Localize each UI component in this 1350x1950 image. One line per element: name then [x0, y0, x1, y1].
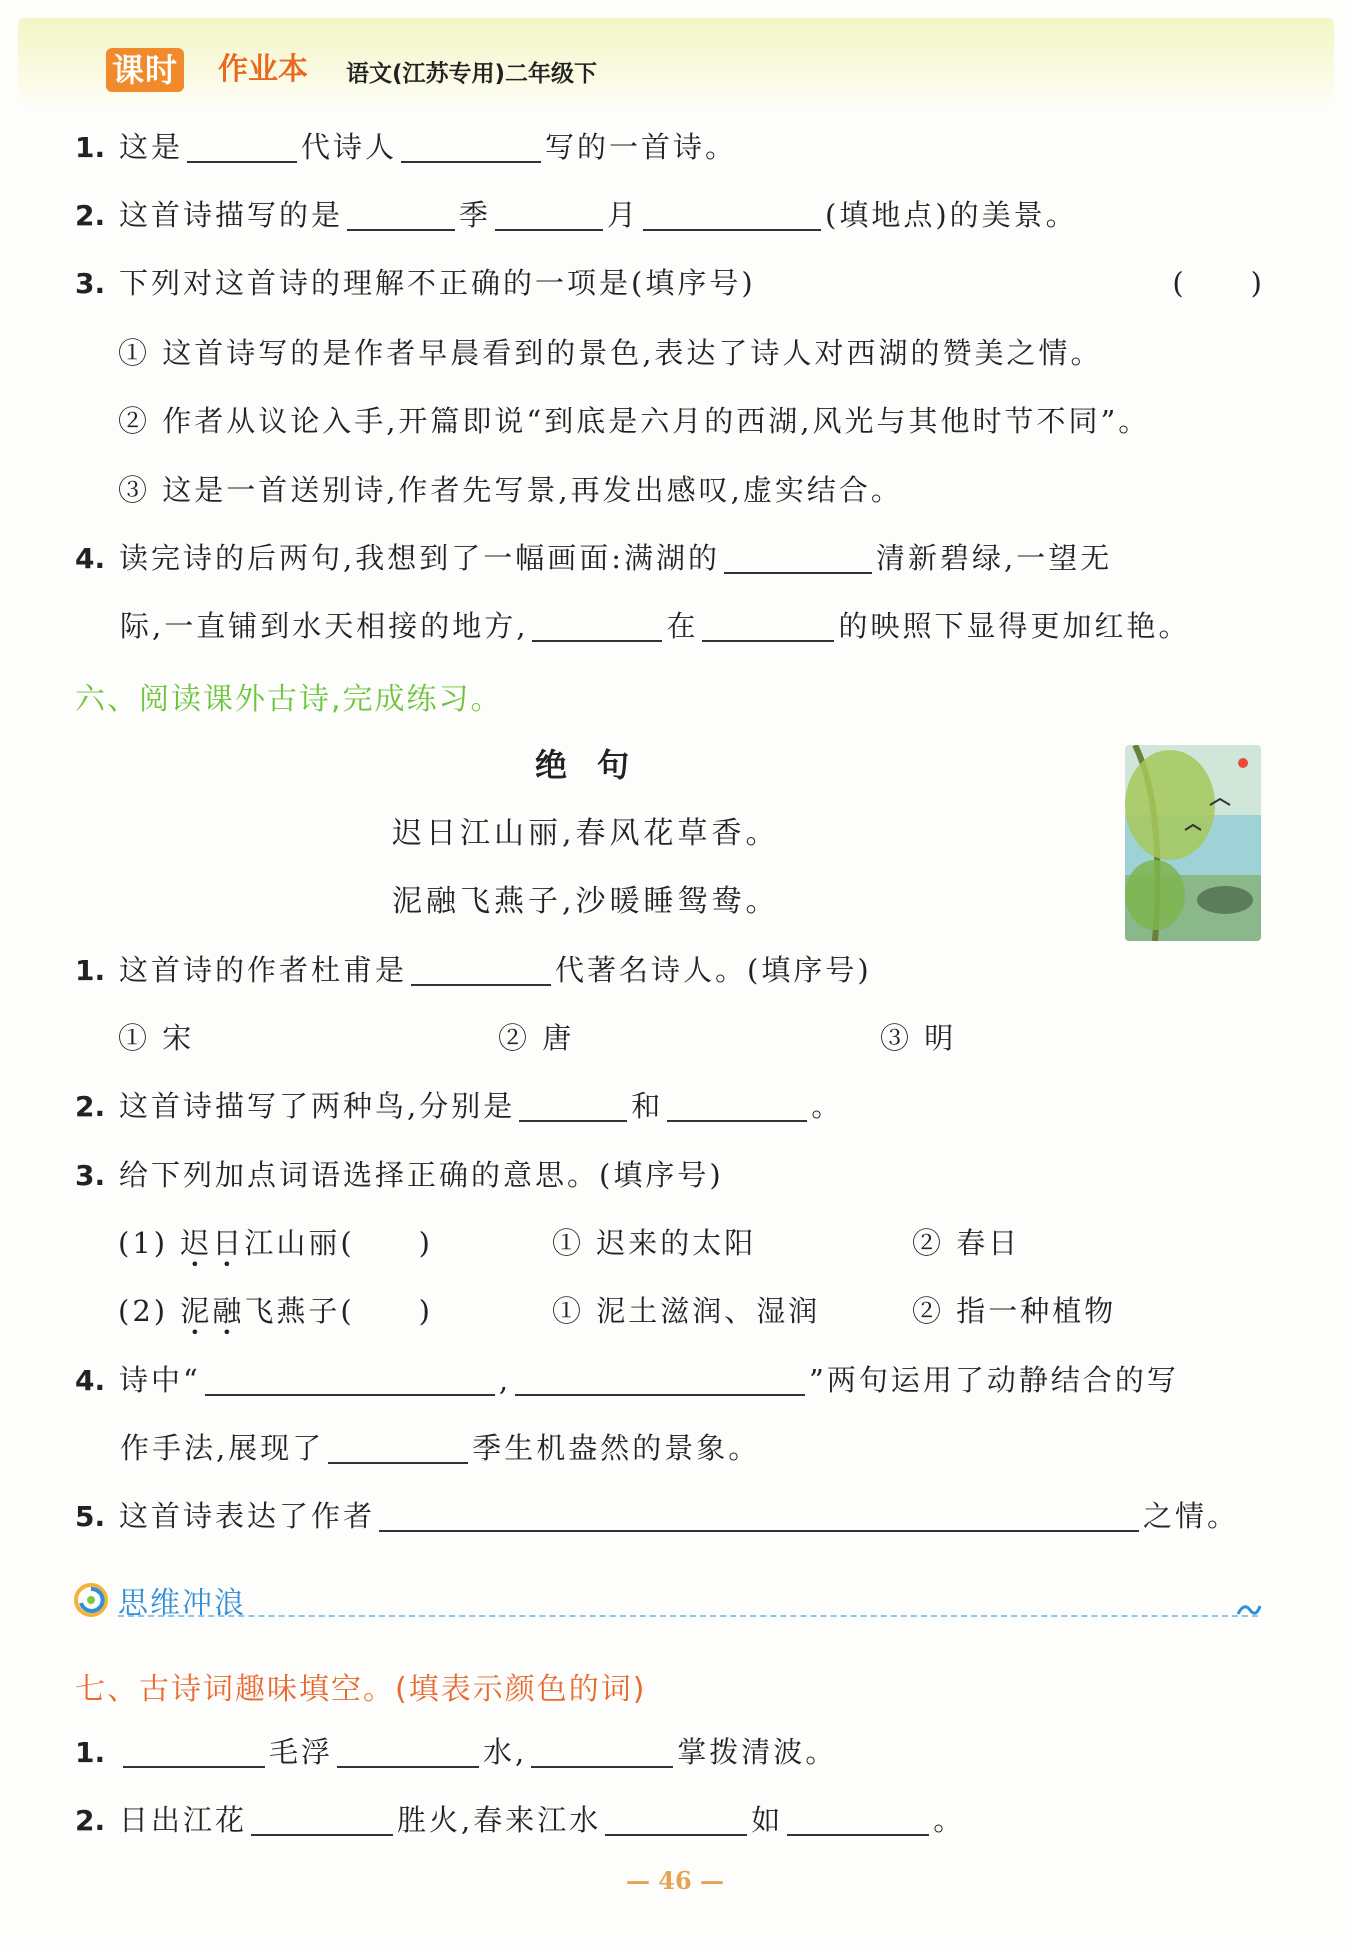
- answer-blank[interactable]: [519, 1086, 627, 1122]
- question-6-3: [75, 1150, 724, 1200]
- question-text: 日出江花: [119, 1803, 248, 1837]
- poem-line-2: 泥融飞燕子,沙暖睡鸳鸯。: [392, 884, 780, 919]
- brand-subtitle: 作业本: [218, 52, 308, 87]
- answer-blank[interactable]: [411, 950, 551, 986]
- question-text: 季生机盎然的景象。: [472, 1431, 761, 1465]
- option-6-3-1-a: ① 迟来的太阳: [552, 1226, 757, 1260]
- question-text: 读完诗的后两句,我想到了一幅画面:满湖的: [119, 541, 720, 575]
- answer-blank[interactable]: [123, 1732, 265, 1768]
- question-text: 这首诗描写的是: [119, 198, 344, 232]
- poem-illustration: [1125, 745, 1261, 941]
- question-5-3: [75, 258, 1265, 308]
- answer-blank[interactable]: [724, 538, 872, 574]
- question-text: 水,: [483, 1735, 528, 1769]
- question-text: 如: [751, 1803, 784, 1837]
- question-text: 给下列加点词语选择正确的意思。(填序号): [119, 1158, 724, 1192]
- question-text: 之情。: [1143, 1499, 1240, 1533]
- section-6-title: 六、阅读课外古诗,完成练习。: [75, 682, 503, 717]
- question-text: 这是: [119, 130, 184, 164]
- answer-blank[interactable]: [702, 606, 834, 642]
- question-number: 1.: [75, 131, 106, 164]
- option-6-1-c: ③ 明: [880, 1021, 957, 1055]
- question-5-4: [75, 533, 1112, 583]
- poem-title: 绝句: [535, 746, 660, 784]
- question-number: 3.: [75, 267, 106, 300]
- question-text: 这首诗表达了作者: [119, 1499, 376, 1533]
- dotted-char: 迟: [180, 1226, 213, 1260]
- answer-blank[interactable]: [205, 1360, 495, 1396]
- option-6-3-2-a: ① 泥土滋润、湿润: [552, 1294, 821, 1328]
- answer-blank[interactable]: [643, 195, 821, 231]
- question-number: 4.: [75, 542, 106, 575]
- page-number: — 46 —: [625, 1866, 725, 1895]
- answer-blank[interactable]: [187, 127, 297, 163]
- question-text: 季: [459, 198, 492, 232]
- question-text: 诗中“: [119, 1363, 201, 1397]
- question-text: 飞燕子( ): [244, 1294, 433, 1328]
- option-5-3-3: ③ 这是一首送别诗,作者先写景,再发出感叹,虚实结合。: [118, 473, 903, 507]
- brand-logo: 课时: [106, 48, 184, 92]
- option-6-1-b: ② 唐: [498, 1021, 575, 1055]
- item-label: (1): [118, 1226, 181, 1260]
- answer-blank[interactable]: [605, 1800, 747, 1836]
- question-5-1: [75, 122, 737, 172]
- question-text: 写的一首诗。: [545, 130, 738, 164]
- question-number: 3.: [75, 1159, 106, 1192]
- answer-blank[interactable]: [787, 1800, 929, 1836]
- question-number: 1.: [75, 954, 106, 987]
- question-5-2: [75, 190, 1078, 240]
- item-label: (2): [118, 1294, 181, 1328]
- page-header: [18, 18, 1334, 110]
- question-6-5: [75, 1491, 1239, 1541]
- question-text: 和: [631, 1089, 664, 1123]
- answer-blank[interactable]: [495, 195, 603, 231]
- question-text: 毛浮: [269, 1735, 334, 1769]
- question-7-1: [75, 1727, 837, 1777]
- question-text: ,: [498, 1363, 512, 1397]
- question-number: 2.: [75, 199, 106, 232]
- answer-blank[interactable]: [401, 127, 541, 163]
- option-5-3-2: ② 作者从议论入手,开篇即说“到底是六月的西湖,风光与其他时节不同”。: [118, 404, 1151, 438]
- question-text: 在: [666, 609, 699, 643]
- question-number: 2.: [75, 1804, 106, 1837]
- wave-icon: [1236, 1600, 1262, 1622]
- answer-blank[interactable]: [328, 1428, 468, 1464]
- question-text: 。: [933, 1803, 966, 1837]
- answer-blank[interactable]: [667, 1086, 807, 1122]
- question-text: 月: [607, 198, 640, 232]
- question-text: 代著名诗人。(填序号): [555, 953, 872, 987]
- question-text: 作手法,展现了: [120, 1431, 325, 1465]
- question-text: 这首诗的作者杜甫是: [119, 953, 408, 987]
- answer-paren[interactable]: ( ): [1172, 266, 1265, 300]
- section-7-title: 七、古诗词趣味填空。(填表示颜色的词): [75, 1672, 647, 1707]
- answer-blank[interactable]: [532, 606, 662, 642]
- question-number: 2.: [75, 1090, 106, 1123]
- question-number: 4.: [75, 1364, 106, 1397]
- question-text: 。: [811, 1089, 844, 1123]
- answer-blank[interactable]: [515, 1360, 805, 1396]
- poem-line-1: 迟日江山丽,春风花草香。: [392, 816, 780, 851]
- answer-blank[interactable]: [347, 195, 455, 231]
- answer-blank[interactable]: [531, 1732, 673, 1768]
- question-text: ”两句运用了动静结合的写: [809, 1363, 1179, 1397]
- question-text: 清新碧绿,一望无: [876, 541, 1113, 575]
- question-6-3-item-2: [118, 1286, 433, 1336]
- question-text: (填地点)的美景。: [825, 198, 1078, 232]
- question-number: 1.: [75, 1736, 106, 1769]
- dashed-divider: [118, 1615, 1258, 1617]
- question-7-2: [75, 1795, 965, 1845]
- dotted-char: 日: [212, 1226, 245, 1260]
- question-text: 的映照下显得更加红艳。: [838, 609, 1191, 643]
- thinking-label: 思维冲浪: [118, 1586, 246, 1621]
- dotted-char: 融: [212, 1294, 245, 1328]
- question-6-4: [75, 1355, 1179, 1405]
- book-title: 语文(江苏专用)二年级下: [346, 61, 598, 87]
- option-5-3-1: ① 这首诗写的是作者早晨看到的景色,表达了诗人对西湖的赞美之情。: [118, 336, 1103, 370]
- question-text: 际,一直铺到水天相接的地方,: [120, 609, 529, 643]
- question-text: 代诗人: [301, 130, 398, 164]
- question-6-2: [75, 1081, 843, 1131]
- question-number: 5.: [75, 1500, 106, 1533]
- answer-blank[interactable]: [251, 1800, 393, 1836]
- question-text: 胜火,春来江水: [397, 1803, 602, 1837]
- answer-blank[interactable]: [379, 1496, 1139, 1532]
- question-6-1: [75, 945, 872, 995]
- answer-blank[interactable]: [337, 1732, 479, 1768]
- question-text: 这首诗描写了两种鸟,分别是: [119, 1089, 516, 1123]
- option-6-3-2-b: ② 指一种植物: [912, 1294, 1117, 1328]
- question-6-4-cont: [120, 1423, 760, 1473]
- question-text: 掌拨清波。: [677, 1735, 838, 1769]
- question-5-4-cont: [120, 601, 1190, 651]
- swirl-icon: [74, 1583, 108, 1617]
- question-text: 江山丽( ): [244, 1226, 433, 1260]
- question-6-3-item-1: [118, 1218, 433, 1268]
- option-6-1-a: ① 宋: [118, 1021, 195, 1055]
- question-text: 下列对这首诗的理解不正确的一项是(填序号): [119, 266, 756, 300]
- option-6-3-1-b: ② 春日: [912, 1226, 1021, 1260]
- dotted-char: 泥: [180, 1294, 213, 1328]
